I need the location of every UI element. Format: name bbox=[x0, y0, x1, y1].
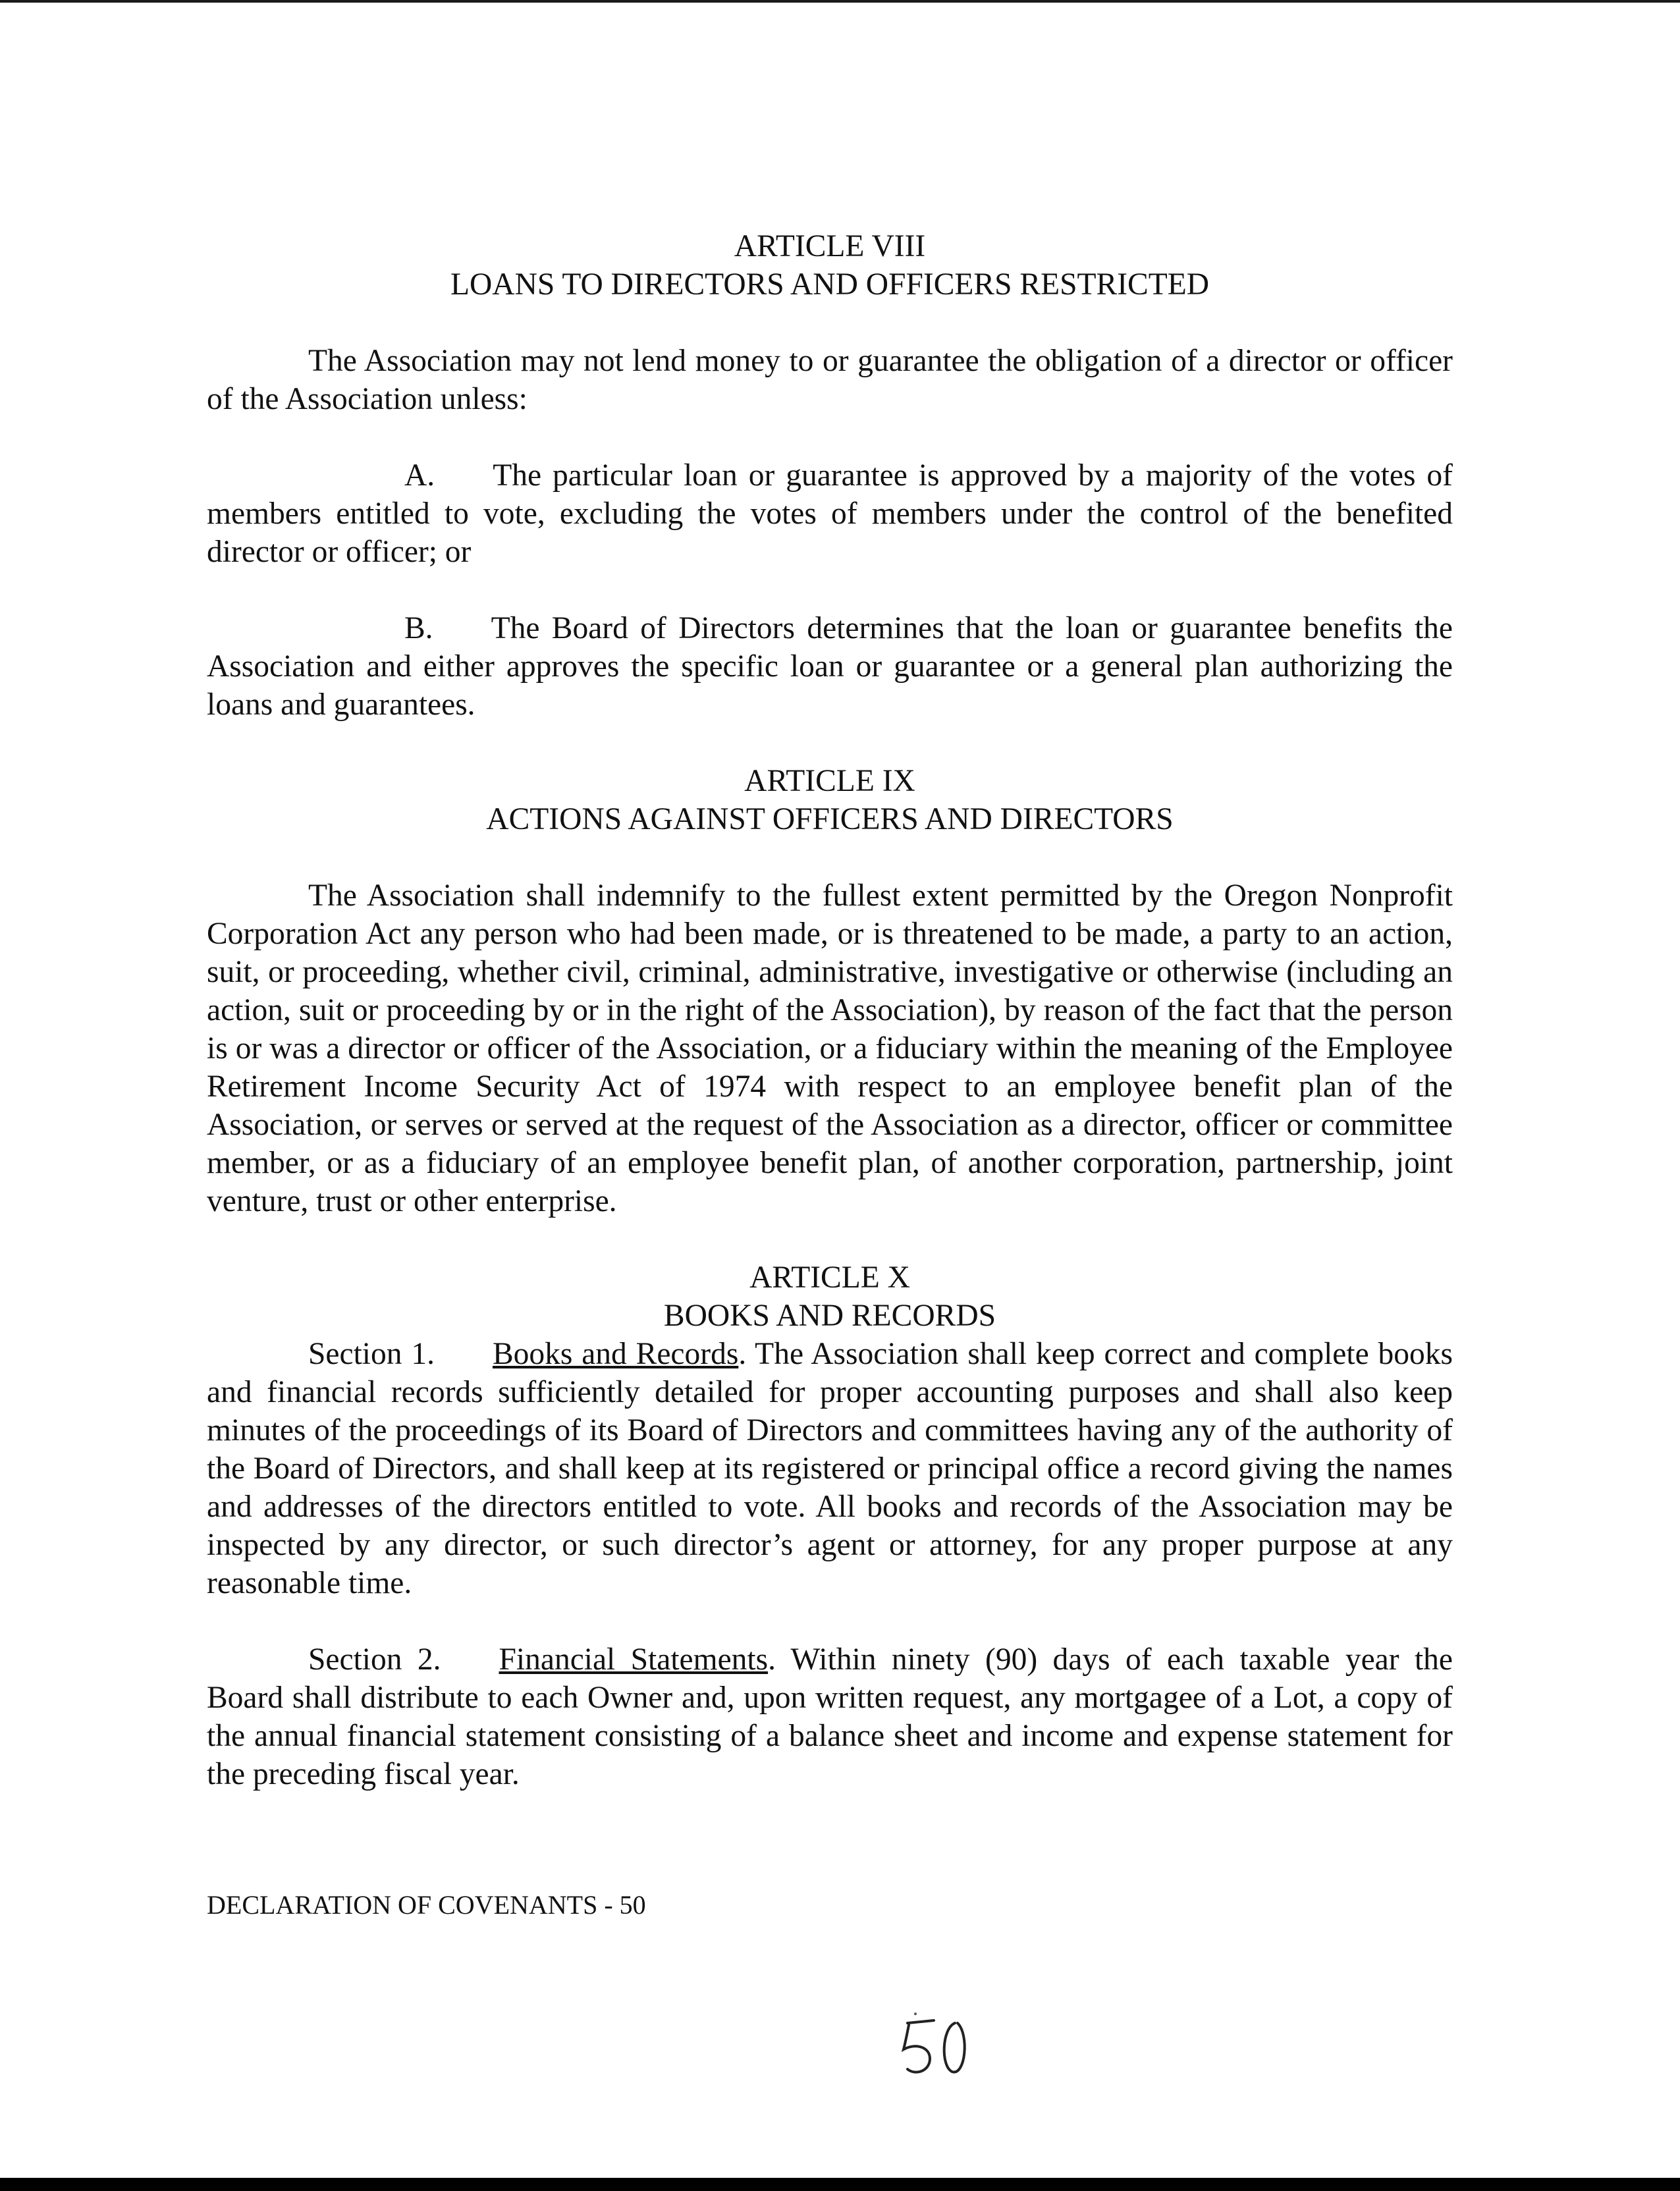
item-b-label: B. bbox=[404, 611, 433, 645]
article-9-subtitle: ACTIONS AGAINST OFFICERS AND DIRECTORS bbox=[486, 802, 1174, 836]
section-1-text: . The Association shall keep correct and complete books and financial records sufficiently detailed for proper accounting purposes and shall also keep minutes of the proceedings of its Board of Directors and committees having any of the authority of the Board of Directors, and shall keep at its registered or principal office a record giving the names and addresses of the directors entitled to vote. All books and records of the Association may be inspected by any director, or such director’s agent or attorney, for any proper purpose at any reasonable time. bbox=[207, 1337, 1453, 1600]
article-8-title: ARTICLE VIII bbox=[734, 229, 926, 263]
article-9-heading bbox=[207, 762, 1453, 838]
article-10-section-1 bbox=[207, 1335, 1453, 1602]
handwritten-page-number bbox=[889, 2009, 981, 2081]
item-a-label: A. bbox=[404, 458, 435, 493]
article-8-heading bbox=[207, 227, 1453, 304]
article-10-title: ARTICLE X bbox=[749, 1260, 910, 1295]
section-1-heading: Books and Records bbox=[492, 1337, 739, 1371]
section-1-label: Section 1. bbox=[308, 1337, 435, 1371]
article-8-item-a bbox=[207, 456, 1453, 571]
article-10-heading bbox=[207, 1258, 1453, 1335]
article-8-intro: The Association may not lend money to or guarantee the obligation of a director or officer of the Association unless: bbox=[207, 344, 1453, 416]
article-10-subtitle: BOOKS AND RECORDS bbox=[663, 1299, 996, 1333]
article-9-title: ARTICLE IX bbox=[744, 764, 915, 798]
document-body bbox=[207, 227, 1453, 1793]
article-9-body: The Association shall indemnify to the fullest extent permitted by the Oregon Nonprofit Corporation Act any person who had been made, or is threatened to be made, a party to an action, suit, or proceeding, whether civil, criminal, administrative, investigative or otherwise (including an action, suit or proceeding by or in the right of the Association), by reason of the fact that the person is or was a director or officer of the Association, or a fiduciary within the meaning of the Employee Retirement Income Security Act of 1974 with respect to an employee benefit plan of the Association, or serves or served at the request of the Association as a director, officer or committee member, or as a fiduciary of an employee benefit plan, of another corporation, partnership, joint venture, trust or other enterprise. bbox=[207, 879, 1453, 1218]
section-2-label: Section 2. bbox=[308, 1642, 441, 1677]
bottom-edge-band bbox=[0, 2178, 1680, 2191]
article-8-subtitle: LOANS TO DIRECTORS AND OFFICERS RESTRICTED bbox=[450, 267, 1210, 302]
item-b-text: The Board of Directors determines that the loan or guarantee benefits the Association and either approves the specific loan or guarantee or a general plan authorizing the loans and guarantees. bbox=[207, 611, 1453, 722]
article-10-section-2 bbox=[207, 1640, 1453, 1793]
section-2-text: . Within ninety (90) days of each taxable year the Board shall distribute to each Owner and, upon written request, any mortgagee of a Lot, a copy of the annual financial statement consisting of a balance sheet and income and expense statement for the preceding fiscal year. bbox=[207, 1642, 1453, 1791]
page-footer: DECLARATION OF COVENANTS - 50 bbox=[207, 1890, 646, 1920]
top-edge-rule bbox=[0, 0, 1680, 3]
article-8-item-b bbox=[207, 609, 1453, 724]
item-a-text: The particular loan or guarantee is approved by a majority of the votes of members entitled to vote, excluding the votes of members under the control of the benefited director or officer; or bbox=[207, 458, 1453, 569]
section-2-heading: Financial Statements bbox=[499, 1642, 769, 1677]
